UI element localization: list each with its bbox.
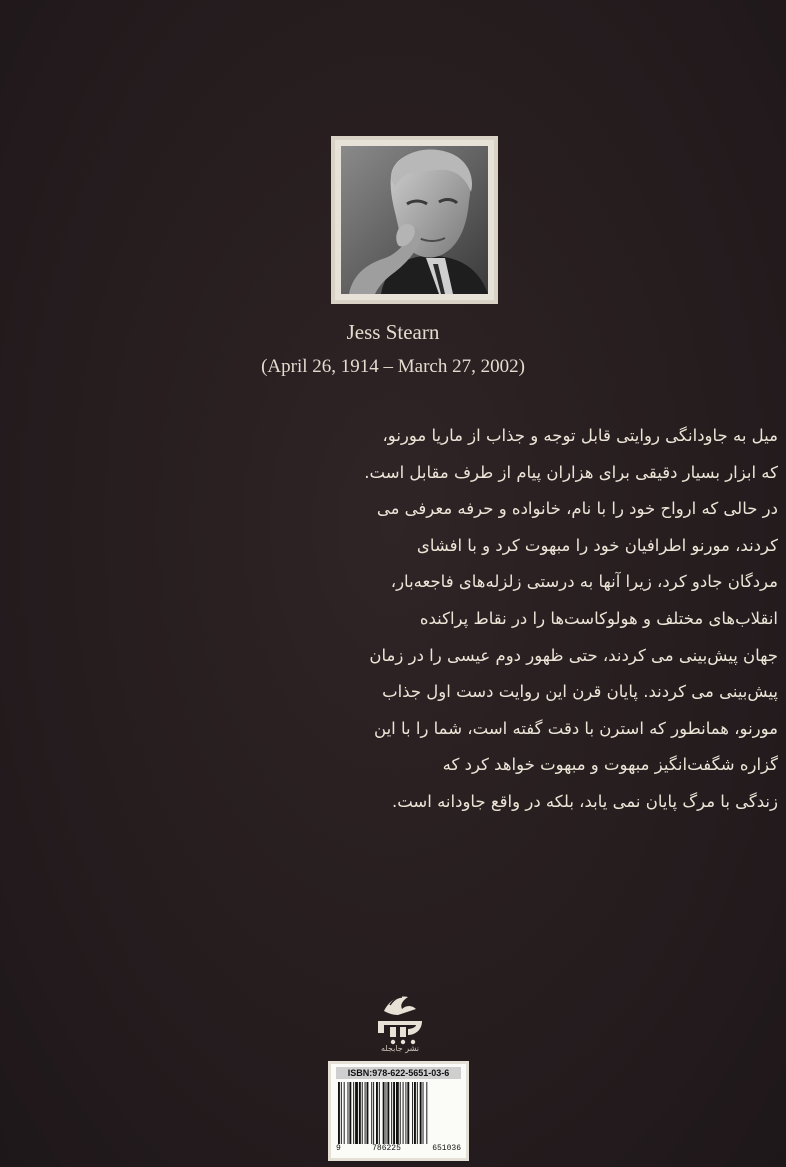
barcode-digits-right: 651036 [432, 1144, 461, 1153]
barcode-bar [373, 1082, 374, 1144]
barcode-bar [379, 1082, 380, 1144]
barcode-bar [344, 1082, 345, 1144]
barcode-bars-icon [336, 1082, 461, 1144]
publisher-name: نشر جابجله [380, 1044, 420, 1053]
barcode-bar [400, 1082, 401, 1144]
barcode-bar [420, 1082, 422, 1144]
barcode-bar [426, 1082, 427, 1144]
barcode-bar [376, 1082, 378, 1144]
blurb-line: گزاره شگفت‌انگیز مبهوت و مبهوت خواهد کرد که [442, 755, 778, 775]
barcode-bar [348, 1082, 349, 1144]
barcode-bar [383, 1082, 385, 1144]
barcode-bar [414, 1082, 416, 1144]
barcode-bar [353, 1082, 354, 1144]
barcode-digits-left: 786225 [372, 1144, 401, 1153]
barcode-bar [393, 1082, 395, 1144]
barcode-bar [417, 1082, 418, 1144]
barcode-digits [336, 1144, 461, 1154]
blurb-line: انقلاب‌های مختلف و هولوکاست‌ها را در نقاط پراکنده [419, 608, 778, 628]
blurb-line: جهان پیش‌بینی می کردند، حتی ظهور دوم عیسی را در زمان [369, 645, 778, 665]
barcode-bar [341, 1082, 342, 1144]
barcode-bar [396, 1082, 399, 1144]
barcode-bar [386, 1082, 387, 1144]
barcode-bar [371, 1082, 372, 1144]
barcode-bar [405, 1082, 406, 1144]
blurb-line: میل به جاودانگی روایتی قابل توجه و جذاب از ماریا مورنو، [382, 426, 778, 445]
barcode-bar [391, 1082, 392, 1144]
author-portrait-image [341, 146, 488, 294]
blurb-line: مورنو، همانطور که استرن با دقت گفته است، شما را با این [374, 718, 778, 738]
book-blurb [196, 418, 778, 821]
blurb-line: پیش‌بینی می کردند. پایان قرن این روایت دست اول جذاب [382, 682, 778, 702]
barcode-bar [338, 1082, 340, 1144]
blurb-line: که ابزار بسیار دقیقی برای هزاران پیام از طرف مقابل است. [364, 462, 778, 482]
blurb-line: مردگان جادو کرد، زیرا آنها به درستی زلزله‌های فاجعه‌بار، [390, 572, 778, 592]
blurb-line: در حالی که ارواح خود را با نام، خانواده و حرفه معرفی می [376, 499, 778, 519]
barcode [328, 1061, 469, 1161]
barcode-bar [349, 1082, 351, 1144]
barcode-digit-lead: 9 [336, 1144, 341, 1153]
author-photo [331, 136, 498, 304]
blurb-line: زندگی با مرگ پایان نمی یابد، بلکه در واقع جاودانه است. [391, 791, 778, 811]
barcode-bar [412, 1082, 413, 1144]
isbn-label: ISBN:978-622-5651-03-6 [336, 1067, 461, 1079]
barcode-bar [387, 1082, 389, 1144]
barcode-bar [359, 1082, 361, 1144]
barcode-bar [367, 1082, 369, 1144]
author-name: Jess Stearn [346, 320, 440, 344]
barcode-bar [423, 1082, 424, 1144]
barcode-bar [362, 1082, 363, 1144]
barcode-bar [407, 1082, 409, 1144]
author-dates: (April 26, 1914 – March 27, 2002) [261, 356, 525, 377]
blurb-line: کردند، مورنو اطرافیان خود را مبهوت کرد و با افشای [416, 535, 778, 555]
barcode-bar [365, 1082, 366, 1144]
publisher-logo-icon [370, 985, 430, 1047]
barcode-bar [355, 1082, 358, 1144]
barcode-bar [403, 1082, 404, 1144]
